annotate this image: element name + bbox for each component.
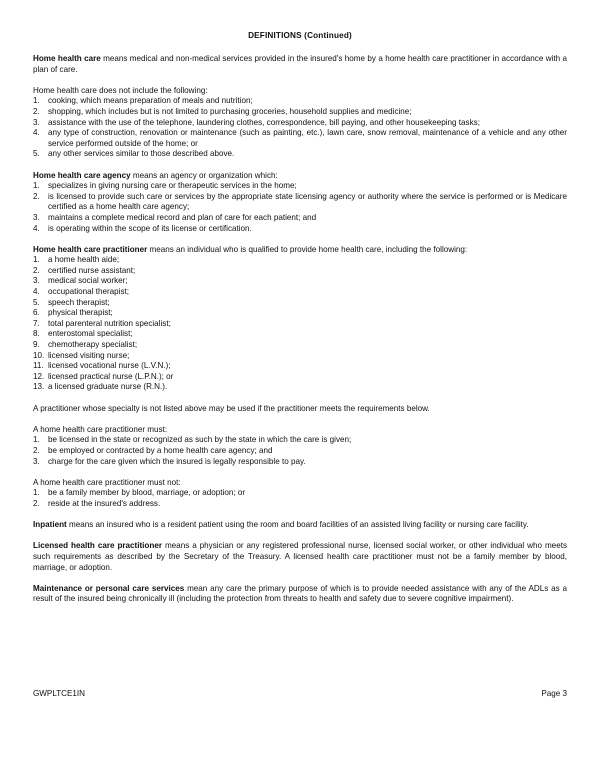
list-item-number: 1. [33, 96, 40, 106]
list-item-number: 10. [33, 350, 45, 360]
list-item-text: medical social worker; [48, 276, 128, 286]
list-item-text: reside at the insured's address. [48, 498, 161, 508]
list-item [33, 118, 567, 129]
term-home-health-care-agency: Home health care agency [33, 170, 131, 180]
list-item-text: licensed vocational nurse (L.V.N.); [48, 361, 171, 371]
list-item [33, 213, 567, 224]
page-number: Page 3 [541, 689, 567, 698]
list-item-number: 1. [33, 435, 40, 445]
home-health-care-exclusions-intro: Home health care does not include the following: [33, 85, 208, 95]
list-item-text: charge for the care given which the insured is legally responsible to pay. [48, 456, 306, 466]
definition-home-health-care-practitioner [33, 245, 567, 256]
list-item [33, 446, 567, 457]
list-item-number: 9. [33, 340, 40, 350]
practitioner-must-not-list [33, 488, 567, 509]
home-health-care-practitioner-list [33, 255, 567, 393]
list-item-text: shopping, which includes but is not limited to purchasing groceries, household supplies and medicine; [48, 106, 412, 116]
list-item-number: 4. [33, 128, 40, 138]
home-health-care-agency-list [33, 181, 567, 234]
definition-text-licensed-health-care-practitioner: means a physician or any registered professional nurse, licensed social worker, or other individual who meets such requirements as described by the Secretary of the Treasury. A licensed health care practitioner must not be a family member by blood, marriage, or adoption. [33, 541, 567, 572]
list-item [33, 224, 567, 235]
list-item-text: total parenteral nutrition specialist; [48, 318, 171, 328]
list-item [33, 128, 567, 149]
list-item [33, 181, 567, 192]
list-item-number: 5. [33, 149, 40, 159]
list-item-text: maintains a complete medical record and plan of care for each patient; and [48, 212, 317, 222]
list-item-text: licensed practical nurse (L.P.N.); or [48, 371, 174, 381]
list-item-number: 3. [33, 117, 40, 127]
page-footer [33, 688, 567, 699]
list-item [33, 361, 567, 372]
list-item-text: specializes in giving nursing care or therapeutic services in the home; [48, 181, 297, 191]
practitioner-must-intro: A home health care practitioner must: [33, 424, 168, 434]
list-item-text: cooking, which means preparation of meals and nutrition; [48, 96, 253, 106]
definition-text-home-health-care-agency: means an agency or organization which: [130, 170, 278, 180]
list-item [33, 351, 567, 362]
list-item [33, 107, 567, 118]
list-item [33, 192, 567, 213]
spacer [33, 160, 567, 171]
practitioner-specialty-note: A practitioner whose specialty is not listed above may be used if the practitioner meets the requirements below. [33, 403, 430, 413]
definition-text-inpatient: means an insured who is a resident patient using the room and board facilities of an assisted living facility or nursing care facility. [66, 520, 529, 530]
list-item [33, 340, 567, 351]
term-licensed-health-care-practitioner: Licensed health care practitioner [33, 541, 162, 551]
list-item [33, 488, 567, 499]
list-item-text: be employed or contracted by a home health care agency; and [48, 445, 273, 455]
list-item-text: be a family member by blood, marriage, or adoption; or [48, 488, 246, 498]
list-item-number: 2. [33, 106, 40, 116]
list-item-number: 11. [33, 361, 44, 371]
list-item [33, 255, 567, 266]
list-item-number: 3. [33, 456, 40, 466]
list-item-number: 12. [33, 371, 45, 381]
list-item-text: enterostomal specialist; [48, 329, 133, 339]
list-item [33, 149, 567, 160]
practitioner-must-list [33, 435, 567, 467]
term-home-health-care-practitioner: Home health care practitioner [33, 244, 148, 254]
list-item-number: 6. [33, 308, 40, 318]
list-item-text: a licensed graduate nurse (R.N.). [48, 382, 168, 392]
list-item-number: 3. [33, 276, 40, 286]
list-item-text: physical therapist; [48, 308, 113, 318]
list-item [33, 298, 567, 309]
list-item [33, 319, 567, 330]
term-inpatient: Inpatient [33, 520, 67, 530]
page-title: DEFINITIONS (Continued) [248, 31, 352, 40]
spacer [33, 234, 567, 245]
document-body [33, 30, 567, 605]
list-item-text: any other services similar to those described above. [48, 149, 235, 159]
practitioner-must-not-intro: A home health care practitioner must not: [33, 477, 181, 487]
list-item-text: is operating within the scope of its license or certification. [48, 223, 252, 233]
list-item-text: licensed visiting nurse; [48, 350, 130, 360]
definition-inpatient [33, 520, 567, 531]
list-item-text: certified nurse assistant; [48, 265, 136, 275]
list-item-number: 2. [33, 191, 40, 201]
list-item-number: 8. [33, 329, 40, 339]
definition-home-health-care-agency [33, 171, 567, 182]
list-item-text: is licensed to provide such care or services by the appropriate state licensing agency or authority where the service is performed or is Medicare certified as a home health care agency; [48, 191, 567, 212]
list-item-text: occupational therapist; [48, 287, 129, 297]
definition-text-maintenance-or-personal-care-services: mean any care the primary purpose of which is to provide needed assistance with any of the ADLs as a result of the insured being chronically ill (including the protection from threats to health and safety due to severe cognitive impairment). [33, 583, 567, 604]
spacer [33, 573, 567, 584]
list-item-text: assistance with the use of the telephone, laundering clothes, correspondence, bill paying, and other housekeeping tasks; [48, 117, 480, 127]
definition-home-health-care [33, 54, 567, 75]
list-item [33, 499, 567, 510]
definition-maintenance-or-personal-care-services [33, 584, 567, 605]
list-item [33, 308, 567, 319]
list-item [33, 372, 567, 383]
list-item-number: 1. [33, 181, 40, 191]
list-item [33, 96, 567, 107]
spacer [33, 414, 567, 425]
list-item-number: 2. [33, 265, 40, 275]
spacer [33, 75, 567, 86]
list-item-number: 4. [33, 287, 40, 297]
definition-text-home-health-care-practitioner: means an individual who is qualified to provide home health care, including the following: [147, 244, 468, 254]
form-code: GWPLTCE1IN [33, 689, 86, 698]
list-item [33, 287, 567, 298]
term-maintenance-or-personal-care-services: Maintenance or personal care services [33, 583, 185, 593]
list-item-text: a home health aide; [48, 255, 120, 265]
spacer [33, 510, 567, 521]
term-home-health-care: Home health care [33, 54, 101, 63]
list-item [33, 435, 567, 446]
list-item-number: 3. [33, 212, 40, 222]
list-item [33, 329, 567, 340]
spacer [33, 393, 567, 404]
list-item-text: be licensed in the state or recognized as such by the state in which the care is given; [48, 435, 352, 445]
list-item-number: 7. [33, 318, 40, 328]
list-item-number: 4. [33, 223, 40, 233]
list-item-text: any type of construction, renovation or maintenance (such as painting, etc.), lawn care, snow removal, maintenance of a vehicle and any other service performed outside of the home; or [48, 128, 567, 148]
list-item-number: 2. [33, 445, 40, 455]
list-item-text: chemotherapy specialist; [48, 340, 138, 350]
list-item-number: 5. [33, 297, 40, 307]
list-item [33, 457, 567, 468]
list-item-number: 2. [33, 498, 40, 508]
definition-licensed-health-care-practitioner [33, 541, 567, 573]
list-item [33, 382, 567, 393]
spacer [33, 531, 567, 542]
list-item-number: 1. [33, 488, 40, 498]
list-item [33, 266, 567, 277]
list-item-number: 13. [33, 382, 45, 392]
spacer [33, 467, 567, 478]
list-item [33, 276, 567, 287]
list-item-number: 1. [33, 255, 40, 265]
home-health-care-exclusions-list [33, 96, 567, 160]
definition-text-home-health-care: means medical and non-medical services provided in the insured's home by a home health care practitioner in accordance with a plan of care. [33, 54, 567, 74]
list-item-text: speech therapist; [48, 297, 110, 307]
